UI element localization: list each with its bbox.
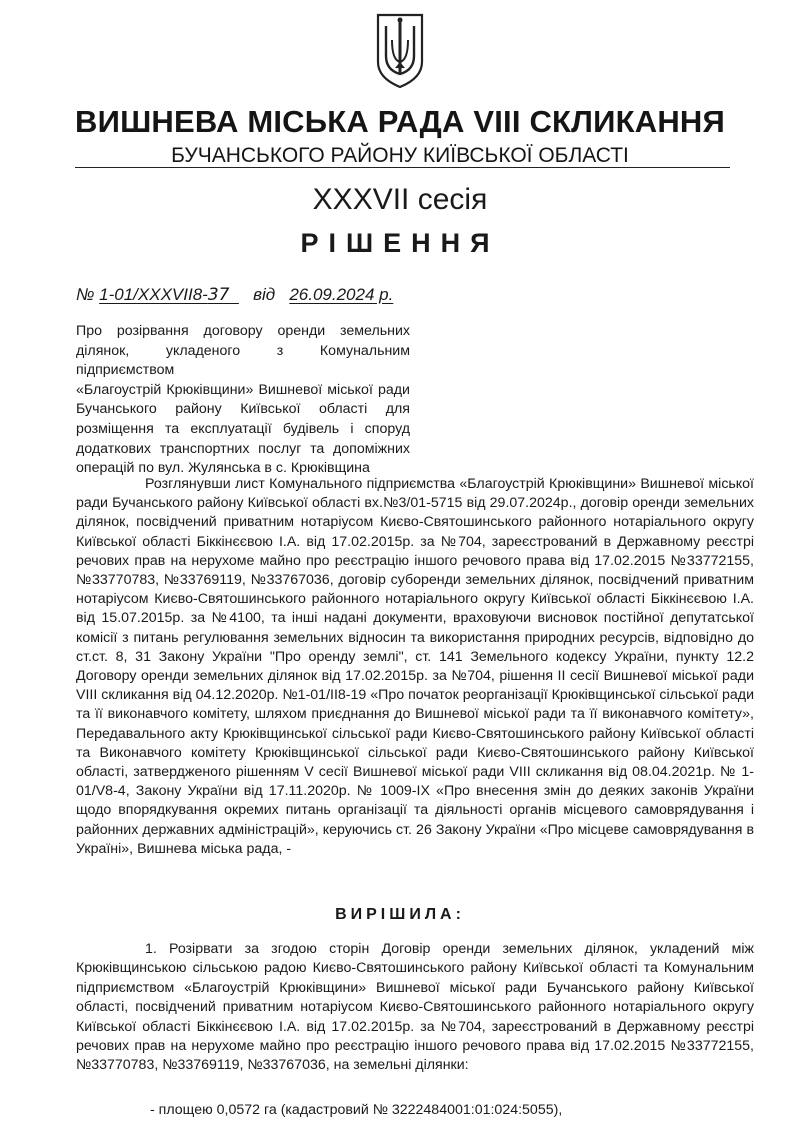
plot-area-item: - площею 0,0572 га (кадастровий № 3222484001:01:024:5055),: [150, 1102, 563, 1118]
coat-of-arms-icon: [375, 12, 425, 90]
decision-item-1: 1. Розірвати за згодою сторін Договір оренди земельних ділянок, укладений між Крюківщинською сільською радою Києво-Святошинського району Київської області та Комунальним підприємством «Благоустрій Крюківщини» Вишневої міської ради Бучанського району Київської області, посвідчений приватним нотаріусом Києво-Святошинського районного нотаріального округу Київської області Біккінєєвою І.А. від 17.02.2015р. за №704, зареєстрований в Державному реєстрі речових прав на нерухоме майно про реєстрацію іншого речового права від 17.02.2015 №33772155, №33770783, №33769119, №33767036, на земельні ділянки:: [76, 941, 754, 1074]
subject-line: Бучанського району Київської області для: [76, 401, 410, 418]
subject-line: розміщення та експлуатації будівель і споруд: [76, 420, 410, 437]
subject-line: «Благоустрій Крюківщини» Вишневої міської ради: [76, 381, 410, 398]
preamble-paragraph: Розглянувши лист Комунального підприємства «Благоустрій Крюківщини» Вишневої міської ради Бучанського району Київської області вх.№3/01-5715 від 29.07.2024р., договір оренди земельних ділянок, посвідчений приватним нотаріусом Києво-Святошинського районного нотаріального округу Київської області Біккінєєвою І.А. від 17.02.2015р. за №704, зареєстрований в Державному реєстрі речових прав на нерухоме майно про реєстрацію іншого речового права від 17.02.2015 №33772155, №33770783, №33769119, №33767036, договір суборенди земельних ділянок, посвідчений приватним нотаріусом Києво-Святошинського районного нотаріального округу Київської області Біккінєєвою І.А. від 15.07.2015р. за №4100, та інші надані документи, враховуючи висновок постійної депутатської комісії з питань регулювання земельних відносин та використання природних ресурсів, відповідно до ст.ст. 8, 31 Закону України "Про оренду землі", ст. 141 Земельного кодексу України, пункту 12.2 Договору оренди земельних ділянок від 17.02.2015р. за №704, рішення ІІ сесії Вишневої міської ради VIII скликання від 04.12.2020р. №1-01/ІІ8-19 «Про початок реорганізації Крюківщинської сільської ради та її виконавчого комітету, шляхом приєднання до Вишневої міської ради та її виконавчого комітету», Передавального акту Крюківщинської сільської ради Києво-Святошинського району Київської області та Виконавчого комітету Крюківщинської сільської ради Києво-Святошинського району Київської області, затвердженого рішенням V сесії Вишневої міської ради VIII скликання від 08.04.2021р. № 1-01/V8-4, Закону України від 17.11.2020р. № 1009-IX «Про внесення змін до деяких законів України щодо впорядкування окремих питань організації та діяльності органів місцевого самоврядування і районних державних адміністрацій», керуючись ст. 26 Закону України «Про місцеве самоврядування в Україні», Вишнева міська рада, -: [76, 476, 754, 857]
resolved-heading: ВИРІШИЛА:: [335, 906, 465, 923]
decision-number-line: [76, 285, 496, 305]
subject-line: Про розірвання договору оренди земельних: [76, 323, 410, 339]
decision-title: РІШЕННЯ: [300, 228, 500, 258]
subject-line: ділянок, укладеного з Комунальним підприємством: [76, 342, 410, 379]
council-name: ВИШНЕВА МІСЬКА РАДА VIII СКЛИКАННЯ: [75, 104, 725, 139]
decision-subject: [76, 322, 410, 479]
number-label: №: [76, 285, 95, 304]
district-name: БУЧАНСЬКОГО РАЙОНУ КИЇВСЬКОЇ ОБЛАСТІ: [171, 144, 629, 167]
decision-date: 26.09.2024 р.: [289, 285, 394, 304]
session-title: XXXVII сесія: [312, 183, 488, 216]
number-handwritten: 37: [207, 285, 230, 305]
date-label: від: [253, 285, 276, 304]
decision-number: [99, 285, 239, 304]
subject-line: операцій по вул. Жулянська в с. Крюківщина: [76, 460, 370, 477]
header-divider: [75, 167, 730, 168]
subject-line: додаткових транспортних послуг та допоміжних: [76, 440, 410, 457]
number-prefix: 1-01/XXXVII8-: [99, 285, 208, 304]
